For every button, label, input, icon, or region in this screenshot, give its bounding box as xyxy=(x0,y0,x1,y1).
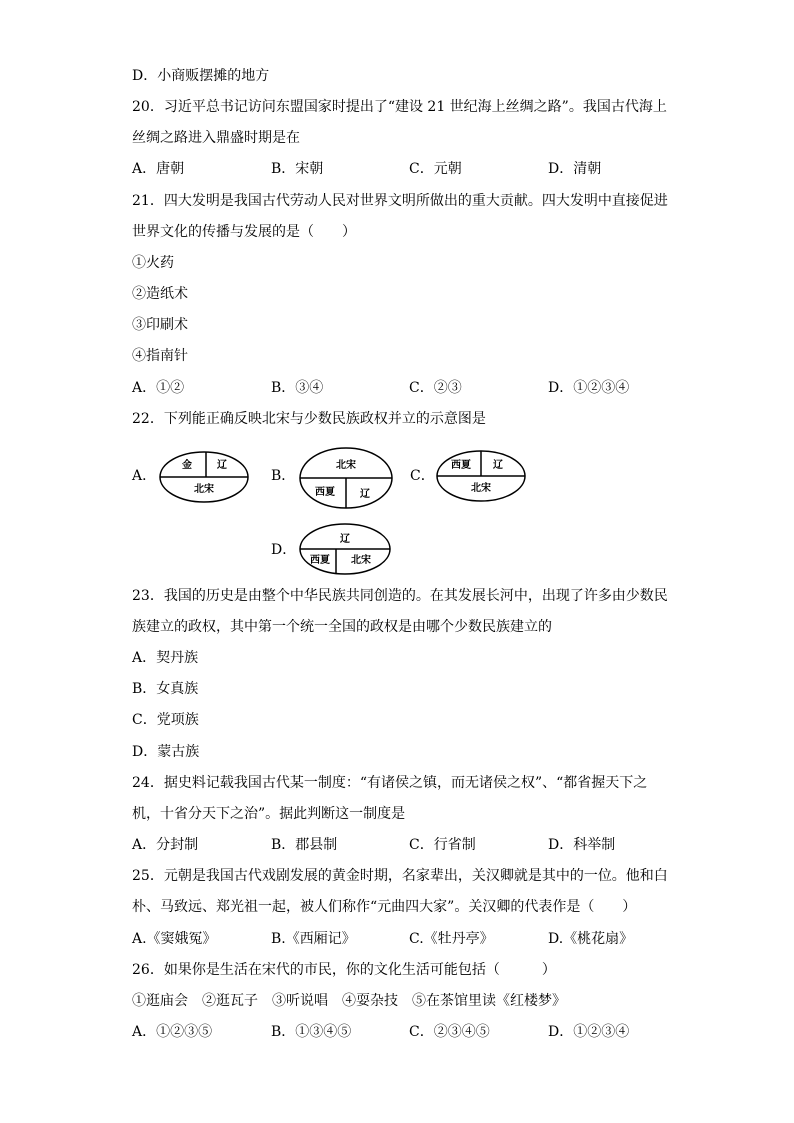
q21-stem-line2: 世界文化的传播与发展的是（ ） xyxy=(132,224,356,240)
q25-option-c: C.《牡丹亭》 xyxy=(409,931,494,947)
q26-stem-line2: ①逛庙会 ②逛瓦子 ③听说唱 ④耍杂技 ⑤在茶馆里读《红楼梦》 xyxy=(132,993,566,1009)
q19-option-d: D．小商贩摆摊的地方 xyxy=(132,68,270,84)
q22-label-d: D． xyxy=(271,542,297,558)
q20-option-b: B．宋朝 xyxy=(271,161,324,177)
q26-stem-line1: 26．如果你是生活在宋代的市民，你的文化生活可能包括（ ） xyxy=(132,962,556,978)
q20-option-c: C．元朝 xyxy=(409,161,462,177)
q24-option-c: C．行省制 xyxy=(409,837,476,853)
q21-item-4: ④指南针 xyxy=(132,348,188,364)
q26-option-a: A．①②③⑤ xyxy=(132,1024,213,1040)
q20-option-a: A．唐朝 xyxy=(132,161,185,177)
q24-stem-line1: 24．据史料记载我国古代某一制度：“有诸侯之镇，而无诸侯之权”、“都省握天下之 xyxy=(132,775,648,791)
q21-option-d: D．①②③④ xyxy=(548,380,630,396)
q22-diagram-d xyxy=(298,521,392,577)
q21-option-c: C．②③ xyxy=(409,380,462,396)
q26-option-d: D．①②③④ xyxy=(548,1024,630,1040)
q21-item-1: ①火药 xyxy=(132,255,174,271)
q22-label-c: C． xyxy=(410,468,435,484)
q20-stem-line2: 丝绸之路进入鼎盛时期是在 xyxy=(132,130,300,146)
diagram-c-top-right: 辽 xyxy=(493,460,503,471)
diagram-d-bottom-right: 北宋 xyxy=(351,555,371,566)
diagram-a-top-right: 辽 xyxy=(217,460,227,471)
q24-option-b: B．郡县制 xyxy=(271,837,338,853)
q22-label-a: A． xyxy=(132,468,157,484)
q23-option-a: A．契丹族 xyxy=(132,650,199,666)
q24-stem-line2: 机，十省分天下之治”。据此判断这一制度是 xyxy=(132,806,406,822)
q21-option-b: B．③④ xyxy=(271,380,324,396)
q25-option-b: B.《西厢记》 xyxy=(271,931,356,947)
q24-option-d: D．科举制 xyxy=(548,837,616,853)
q24-option-a: A．分封制 xyxy=(132,837,199,853)
diagram-b-bottom-left: 西夏 xyxy=(315,487,335,498)
diagram-d-bottom-left: 西夏 xyxy=(310,555,330,566)
q23-stem-line2: 族建立的政权，其中第一个统一全国的政权是由哪个少数民族建立的 xyxy=(132,619,552,635)
q20-stem-line1: 20．习近平总书记访问东盟国家时提出了“建设 21 世纪海上丝绸之路”。我国古代海上 xyxy=(132,99,667,115)
q22-diagram-c xyxy=(435,448,527,504)
q25-option-d: D.《桃花扇》 xyxy=(548,931,634,947)
q20-option-d: D．清朝 xyxy=(548,161,602,177)
q26-option-b: B．①③④⑤ xyxy=(271,1024,352,1040)
q23-stem-line1: 23．我国的历史是由整个中华民族共同创造的。在其发展长河中，出现了许多由少数民 xyxy=(132,588,668,604)
diagram-a-bottom: 北宋 xyxy=(194,484,214,495)
q21-stem-line1: 21．四大发明是我国古代劳动人民对世界文明所做出的重大贡献。四大发明中直接促进 xyxy=(132,193,668,209)
q21-item-2: ②造纸术 xyxy=(132,286,188,302)
q22-stem: 22．下列能正确反映北宋与少数民族政权并立的示意图是 xyxy=(132,411,486,427)
diagram-a-top-left: 金 xyxy=(182,460,192,471)
q25-option-a: A.《窦娥冤》 xyxy=(132,931,217,947)
q23-option-b: B．女真族 xyxy=(132,681,199,697)
q26-option-c: C．②③④⑤ xyxy=(409,1024,490,1040)
q22-diagram-b xyxy=(298,446,394,510)
q21-option-a: A．①② xyxy=(132,380,185,396)
q25-stem-line2: 朴、马致远、郑光祖一起，被人们称作“元曲四大家”。关汉卿的代表作是（ ） xyxy=(132,899,637,915)
diagram-c-top-left: 西夏 xyxy=(451,460,471,471)
q25-stem-line1: 25．元朝是我国古代戏剧发展的黄金时期，名家辈出，关汉卿就是其中的一位。他和白 xyxy=(132,868,668,884)
q22-diagram-a xyxy=(158,449,250,505)
diagram-b-top: 北宋 xyxy=(336,460,356,471)
q21-item-3: ③印刷术 xyxy=(132,317,188,333)
diagram-d-top: 辽 xyxy=(340,534,350,545)
q23-option-c: C．党项族 xyxy=(132,712,199,728)
q23-option-d: D．蒙古族 xyxy=(132,744,200,760)
diagram-c-bottom: 北宋 xyxy=(471,483,491,494)
q22-label-b: B． xyxy=(271,468,296,484)
diagram-b-bottom-right: 辽 xyxy=(360,489,370,500)
